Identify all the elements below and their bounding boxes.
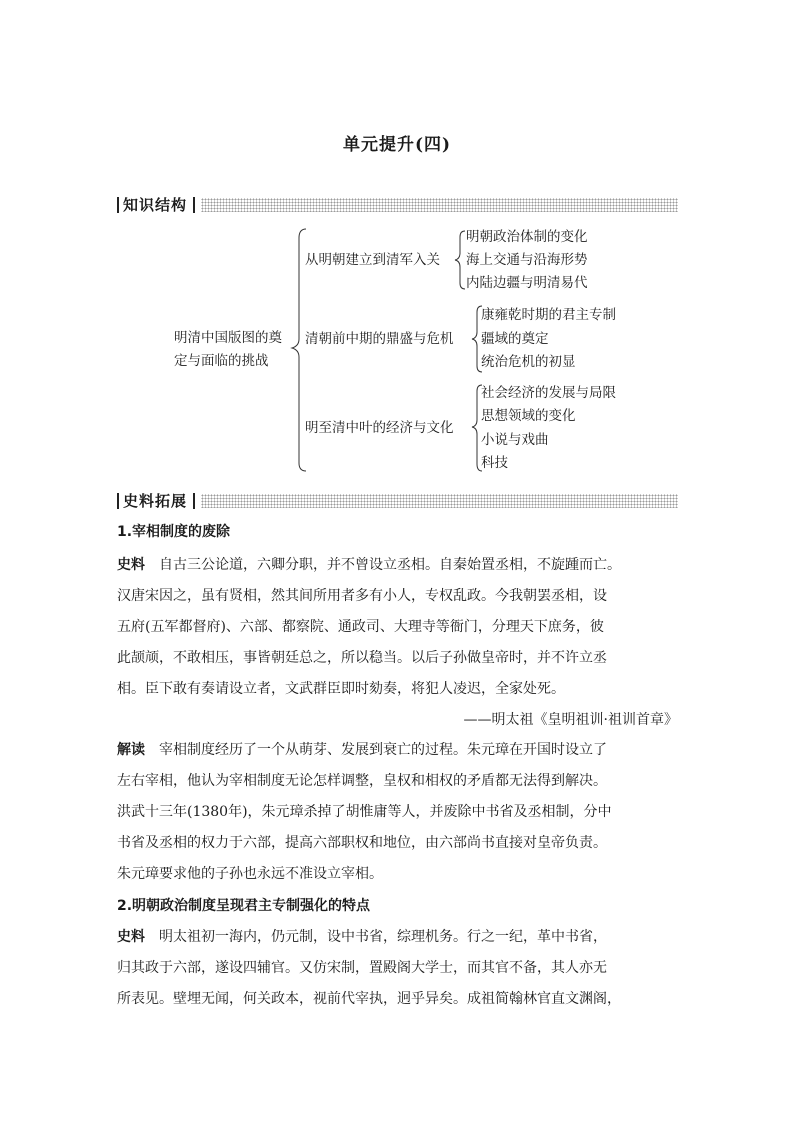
source-line: 自古三公论道，六卿分职，并不曾设立丞相。自秦始置丞相，不旋踵而亡。 xyxy=(159,557,621,573)
tree-leaf: 小说与戏曲 xyxy=(481,432,549,448)
part2-heading: 2.明朝政治制度呈现君主专制强化的特点 xyxy=(117,898,371,914)
part1-source xyxy=(117,550,678,705)
header-dotted-band xyxy=(201,494,678,508)
tree-root-line-2: 定与面临的挑战 xyxy=(174,353,269,369)
part2-source xyxy=(117,922,678,1015)
root-brace xyxy=(292,229,306,471)
reading-line: 左右宰相，他认为宰相制度无论怎样调整，皇权和相权的矛盾都无法得到解决。 xyxy=(117,773,607,789)
source-tag: 史料 xyxy=(117,557,145,573)
tree-leaf: 思想领域的变化 xyxy=(481,408,576,424)
page-title: 单元提升(四) xyxy=(342,135,452,155)
reading-line: 宰相制度经历了一个从萌芽、发展到衰亡的过程。朱元璋在开国时设立了 xyxy=(159,742,607,758)
tree-leaf: 疆域的奠定 xyxy=(481,331,549,347)
header-bar-right xyxy=(193,493,195,509)
source-tag: 史料 xyxy=(117,929,145,945)
tree-branch-2: 清朝前中期的鼎盛与危机 xyxy=(305,331,454,347)
reading-tag: 解读 xyxy=(117,742,145,758)
source-line: 汉唐宋因之，虽有贤相，然其间所用者多有小人，专权乱政。今我朝罢丞相，设 xyxy=(117,588,607,604)
tree-leaf: 社会经济的发展与局限 xyxy=(481,385,616,401)
header-bar-left xyxy=(117,493,119,509)
section-label: 知识结构 xyxy=(123,196,188,214)
tree-leaf: 科技 xyxy=(481,455,508,471)
tree-leaf: 统治危机的初显 xyxy=(481,354,576,370)
part1-heading: 1.宰相制度的废除 xyxy=(117,524,231,540)
source-line: 五府(五军都督府)、六部、都察院、通政司、大理寺等衙门，分理天下庶务，彼 xyxy=(117,619,604,635)
source-line: 此颉颃，不敢相压，事皆朝廷总之，所以稳当。以后子孙做皇帝时，并不许立丞 xyxy=(117,650,607,666)
section-header-historical-materials xyxy=(117,491,678,511)
source-line: 所表见。壁埋无闻，何关政本，视前代宰执，迥乎异矣。成祖简翰林官直文渊阁， xyxy=(117,991,621,1007)
tree-leaf: 明朝政治体制的变化 xyxy=(466,229,588,245)
source-line: 明太祖初一海内，仍元制，设中书省，综理机务。行之一纪，革中书省， xyxy=(159,929,607,945)
materials-content xyxy=(117,520,678,1015)
reading-line: 洪武十三年(1380年)，朱元璋杀掉了胡惟庸等人，并废除中书省及丞相制，分中 xyxy=(117,804,612,820)
section-label: 史料拓展 xyxy=(123,492,188,510)
tree-leaf: 内陆边疆与明清易代 xyxy=(466,275,588,291)
branch-brace-1 xyxy=(455,231,465,289)
reading-line: 朱元璋要求他的子孙也永远不准设立宰相。 xyxy=(117,866,383,882)
citation: ——明太祖《皇明祖训·祖训首章》 xyxy=(463,712,678,728)
tree-leaf: 康雍乾时期的君主专制 xyxy=(481,307,616,323)
source-line: 相。臣下敢有奏请设立者，文武群臣即时劾奏，将犯人凌迟，全家处死。 xyxy=(117,681,565,697)
tree-branch-3: 明至清中叶的经济与文化 xyxy=(305,420,454,436)
reading-line: 书省及丞相的权力于六部，提高六部职权和地位，由六部尚书直接对皇帝负责。 xyxy=(117,835,607,851)
tree-branch-1: 从明朝建立到清军入关 xyxy=(305,252,440,268)
tree-root-line-1: 明清中国版图的奠 xyxy=(174,330,282,346)
tree-leaf: 海上交通与沿海形势 xyxy=(466,252,588,268)
part1-reading xyxy=(117,735,678,890)
source-line: 归其政于六部，遂设四辅官。又仿宋制，置殿阁大学士，而其官不备，其人亦无 xyxy=(117,960,607,976)
